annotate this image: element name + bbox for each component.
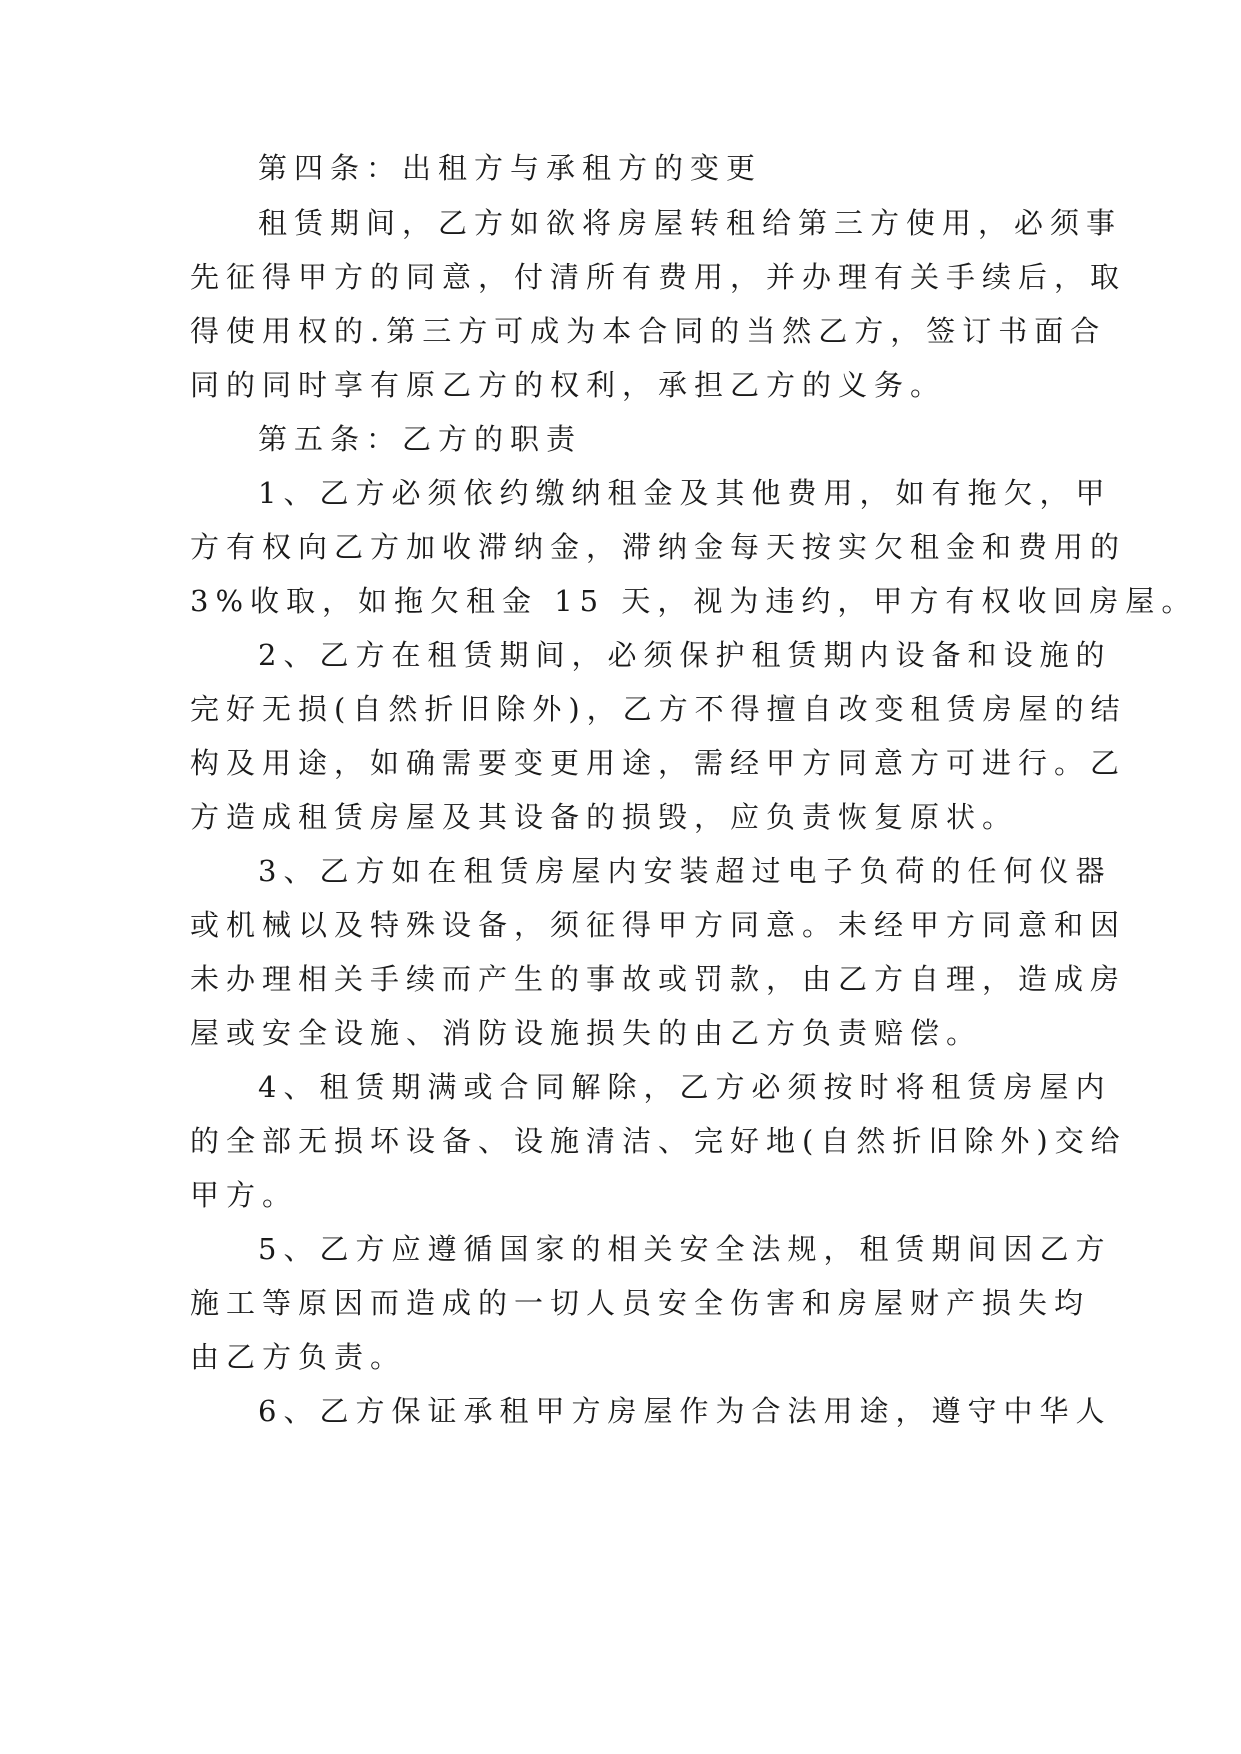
text-line: 1、乙方必须依约缴纳租金及其他费用，如有拖欠，甲 bbox=[258, 476, 1112, 510]
text-line: 2、乙方在租赁期间，必须保护租赁期内设备和设施的 bbox=[258, 638, 1112, 672]
text-line: 完好无损(自然折旧除外)，乙方不得擅自改变租赁房屋的结 bbox=[190, 692, 1127, 726]
text-line: 屋或安全设施、消防设施损失的由乙方负责赔偿。 bbox=[190, 1016, 983, 1050]
text-line: 的全部无损坏设备、设施清洁、完好地(自然折旧除外)交给 bbox=[190, 1124, 1127, 1158]
text-line: 由乙方负责。 bbox=[190, 1340, 407, 1374]
text-line: 3、乙方如在租赁房屋内安装超过电子负荷的任何仪器 bbox=[258, 854, 1112, 888]
text-line: 4、租赁期满或合同解除，乙方必须按时将租赁房屋内 bbox=[258, 1070, 1112, 1104]
text-line: 施工等原因而造成的一切人员安全伤害和房屋财产损失均 bbox=[190, 1286, 1091, 1320]
text-line: 6、乙方保证承租甲方房屋作为合法用途，遵守中华人 bbox=[258, 1394, 1112, 1428]
text-line: 构及用途，如确需要变更用途，需经甲方同意方可进行。乙 bbox=[190, 746, 1127, 780]
text-line: 同的同时享有原乙方的权利，承担乙方的义务。 bbox=[190, 368, 947, 402]
section-heading-5: 第五条：乙方的职责 bbox=[258, 422, 583, 456]
text-line: 租赁期间，乙方如欲将房屋转租给第三方使用，必须事 bbox=[258, 206, 1123, 240]
text-line: 5、乙方应遵循国家的相关安全法规，租赁期间因乙方 bbox=[258, 1232, 1112, 1266]
text-line: 或机械以及特殊设备，须征得甲方同意。未经甲方同意和因 bbox=[190, 908, 1127, 942]
text-line: 未办理相关手续而产生的事故或罚款，由乙方自理，造成房 bbox=[190, 962, 1127, 996]
text-line: 甲方。 bbox=[190, 1178, 299, 1212]
text-line: 方有权向乙方加收滞纳金，滞纳金每天按实欠租金和费用的 bbox=[190, 530, 1127, 564]
text-line: 得使用权的.第三方可成为本合同的当然乙方，签订书面合 bbox=[190, 314, 1107, 348]
section-heading-4: 第四条：出租方与承租方的变更 bbox=[258, 151, 763, 185]
text-line: 先征得甲方的同意，付清所有费用，并办理有关手续后，取 bbox=[190, 260, 1127, 294]
text-line: 方造成租赁房屋及其设备的损毁，应负责恢复原状。 bbox=[190, 800, 1019, 834]
text-line: 3%收取，如拖欠租金 15 天，视为违约，甲方有权收回房屋。 bbox=[190, 584, 1198, 618]
